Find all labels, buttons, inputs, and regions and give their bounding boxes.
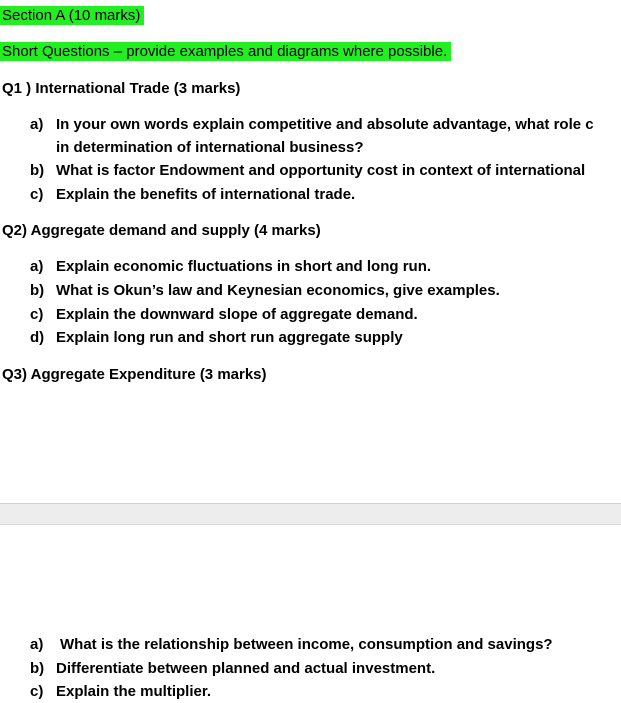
page-separator	[0, 503, 621, 525]
q1-item-c	[30, 185, 355, 205]
list-marker: c)	[30, 683, 44, 700]
q2-item-b-text: What is Okun’s law and Keynesian economics, give examples.	[56, 282, 500, 299]
q1-heading: Q1 ) International Trade (3 marks)	[2, 80, 241, 97]
section-title-text: Section A (10 marks)	[0, 6, 144, 25]
q1-item-b	[30, 161, 585, 181]
instructions-text: Short Questions – provide examples and diagrams where possible.	[0, 42, 451, 61]
q3-item-a-text: What is the relationship between income, consumption and savings?	[60, 636, 553, 653]
q1-item-a-continued	[56, 138, 364, 158]
list-marker: c)	[30, 306, 44, 323]
list-marker: d)	[30, 329, 45, 346]
q2-item-b	[30, 281, 500, 301]
q3-heading: Q3) Aggregate Expenditure (3 marks)	[2, 366, 267, 383]
q3-item-b	[30, 659, 435, 679]
q3-item-a	[30, 635, 553, 655]
q3-item-b-text: Differentiate between planned and actual investment.	[56, 660, 436, 677]
q2-item-c-text: Explain the downward slope of aggregate demand.	[56, 306, 418, 323]
list-marker: c)	[30, 186, 44, 203]
list-marker: a)	[30, 258, 44, 275]
q3-item-c-text: Explain the multiplier.	[56, 683, 212, 700]
q3-item-c	[30, 682, 211, 702]
q2-item-a-text: Explain economic fluctuations in short and long run.	[56, 258, 432, 275]
q1-item-a-text: In your own words explain competitive and absolute advantage, what role c	[56, 116, 594, 133]
q2-item-d-text: Explain long run and short run aggregate supply	[56, 329, 403, 346]
list-marker: b)	[30, 660, 45, 677]
instructions	[0, 42, 451, 62]
list-marker: b)	[30, 162, 45, 179]
q1-item-a	[30, 115, 594, 135]
q2-item-a	[30, 257, 431, 277]
list-marker: a)	[30, 636, 44, 653]
q1-item-c-text: Explain the benefits of international trade.	[56, 186, 356, 203]
q2-heading: Q2) Aggregate demand and supply (4 marks)	[2, 222, 321, 239]
q1-item-a-text-continued: in determination of international business?	[56, 139, 364, 156]
q2-item-c	[30, 305, 418, 325]
list-marker: b)	[30, 282, 45, 299]
q2-item-d	[30, 328, 403, 348]
q1-item-b-text: What is factor Endowment and opportunity cost in context of international	[56, 162, 586, 179]
list-marker: a)	[30, 116, 44, 133]
section-title	[0, 6, 144, 26]
